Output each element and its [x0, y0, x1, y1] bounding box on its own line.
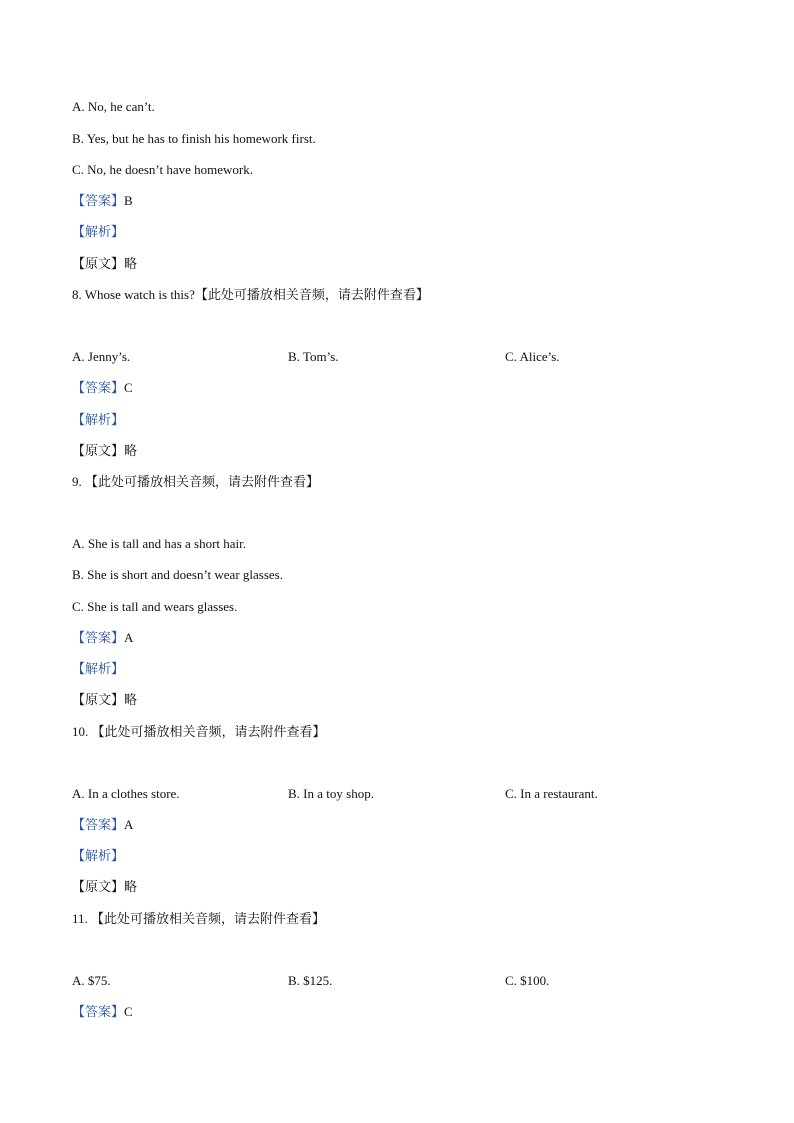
q8-options — [72, 348, 732, 366]
analysis-label: 【解析】 — [72, 412, 125, 427]
answer-value: B — [124, 193, 133, 208]
answer-label: 【答案】 — [72, 1004, 125, 1019]
answer-value: C — [124, 380, 133, 395]
q8-original — [72, 442, 137, 460]
original-label: 【原文】 — [72, 443, 125, 458]
q8-stem: 8. Whose watch is this?【此处可播放相关音频，请去附件查看】 — [72, 287, 429, 302]
q9-option-a: A. She is tall and has a short hair. — [72, 536, 247, 551]
original-label: 【原文】 — [72, 256, 125, 271]
q9-answer — [72, 629, 133, 647]
answer-label: 【答案】 — [72, 380, 125, 395]
q8-option-a: A. Jenny’s. — [72, 349, 131, 364]
q9-option-c: C. She is tall and wears glasses. — [72, 599, 238, 614]
answer-value: A — [124, 630, 134, 645]
q10-options — [72, 785, 732, 803]
original-value: 略 — [124, 879, 138, 894]
q10-stem: 10. 【此处可播放相关音频，请去附件查看】 — [72, 724, 326, 739]
q10-option-c: C. In a restaurant. — [505, 786, 598, 801]
q10-analysis — [72, 847, 124, 865]
q7-original — [72, 255, 137, 273]
q10-option-b: B. In a toy shop. — [288, 786, 374, 801]
original-label: 【原文】 — [72, 692, 125, 707]
answer-value: C — [124, 1004, 133, 1019]
q11-stem: 11. 【此处可播放相关音频，请去附件查看】 — [72, 911, 326, 926]
q11-answer — [72, 1003, 133, 1021]
analysis-label: 【解析】 — [72, 661, 125, 676]
q10-answer — [72, 816, 133, 834]
q7-analysis — [72, 223, 124, 241]
original-value: 略 — [124, 692, 138, 707]
q11-option-a: A. $75. — [72, 973, 111, 988]
q9-stem: 9. 【此处可播放相关音频，请去附件查看】 — [72, 474, 320, 489]
q11-option-b: B. $125. — [288, 973, 333, 988]
answer-value: A — [124, 817, 134, 832]
answer-label: 【答案】 — [72, 817, 125, 832]
q7-answer — [72, 192, 133, 210]
original-label: 【原文】 — [72, 879, 125, 894]
analysis-label: 【解析】 — [72, 224, 125, 239]
q9-analysis — [72, 660, 124, 678]
q8-option-b: B. Tom’s. — [288, 349, 339, 364]
answer-label: 【答案】 — [72, 193, 125, 208]
q8-answer — [72, 379, 133, 397]
q10-original — [72, 878, 137, 896]
analysis-label: 【解析】 — [72, 848, 125, 863]
q11-options — [72, 972, 732, 990]
original-value: 略 — [124, 256, 138, 271]
q8-option-c: C. Alice’s. — [505, 349, 560, 364]
q7-option-b: B. Yes, but he has to finish his homework first. — [72, 131, 316, 146]
q11-option-c: C. $100. — [505, 973, 550, 988]
original-value: 略 — [124, 443, 138, 458]
q7-option-a: A. No, he can’t. — [72, 99, 155, 114]
q10-option-a: A. In a clothes store. — [72, 786, 180, 801]
q9-original — [72, 691, 137, 709]
answer-label: 【答案】 — [72, 630, 125, 645]
q7-option-c: C. No, he doesn’t have homework. — [72, 162, 254, 177]
q9-option-b: B. She is short and doesn’t wear glasses. — [72, 567, 283, 582]
q8-analysis — [72, 411, 124, 429]
